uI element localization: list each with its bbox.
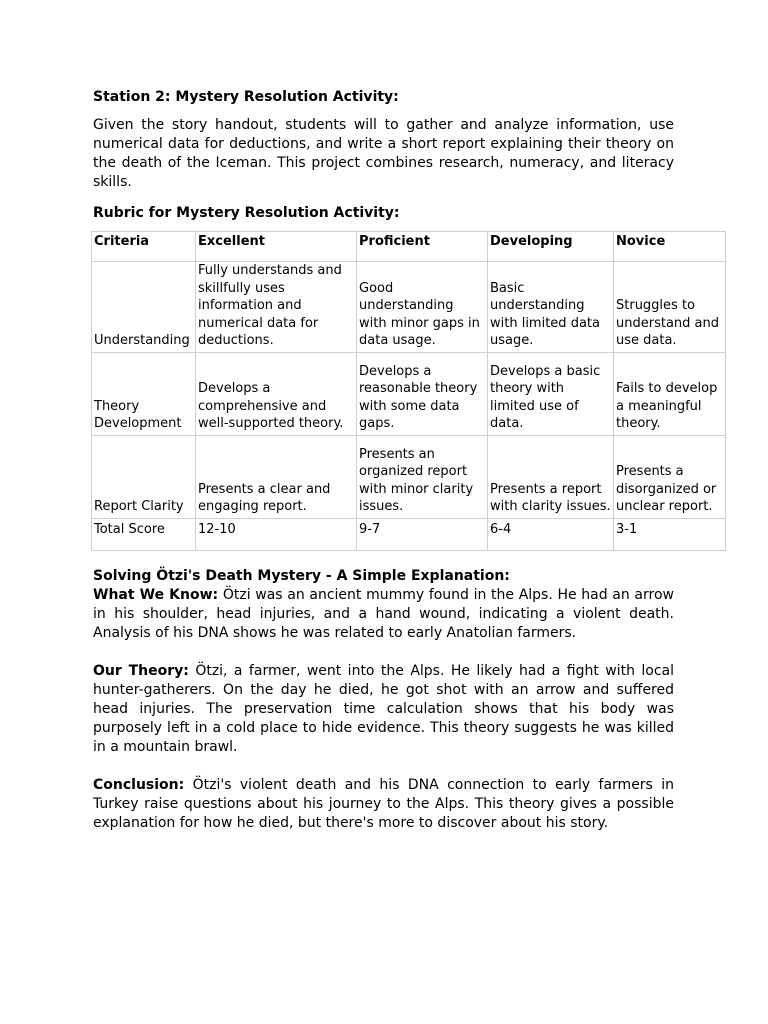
developing-cell: Develops a basic theory with limited use of data. bbox=[488, 352, 614, 435]
proficient-cell: Good understanding with minor gaps in data usage. bbox=[357, 262, 488, 353]
developing-score-cell: 6-4 bbox=[488, 518, 614, 550]
our-theory-paragraph bbox=[93, 662, 674, 757]
table-row bbox=[92, 352, 726, 435]
header-proficient: Proficient bbox=[357, 232, 488, 262]
excellent-cell: Fully understands and skillfully uses information and numerical data for deductions. bbox=[196, 262, 357, 353]
what-we-know-label: What We Know: bbox=[93, 587, 219, 603]
intro-paragraph: Given the story handout, students will to gather and analyze information, use numerical data for deductions, and write a short report explaining their theory on the death of the Iceman. This project combines research, numeracy, and literacy skills. bbox=[93, 117, 674, 190]
station-heading: Station 2: Mystery Resolution Activity: bbox=[93, 89, 399, 105]
table-row bbox=[92, 435, 726, 518]
header-excellent: Excellent bbox=[196, 232, 357, 262]
our-theory-label: Our Theory: bbox=[93, 663, 189, 679]
developing-cell: Basic understanding with limited data usage. bbox=[488, 262, 614, 353]
excellent-score-cell: 12-10 bbox=[196, 518, 357, 550]
station-section bbox=[93, 88, 674, 229]
explanation-section bbox=[93, 567, 674, 852]
criteria-cell: Understanding bbox=[92, 262, 196, 353]
header-criteria: Criteria bbox=[92, 232, 196, 262]
conclusion-label: Conclusion: bbox=[93, 777, 185, 793]
proficient-score-cell: 9-7 bbox=[357, 518, 488, 550]
developing-cell: Presents a report with clarity issues. bbox=[488, 435, 614, 518]
header-novice: Novice bbox=[614, 232, 726, 262]
criteria-cell: Total Score bbox=[92, 518, 196, 550]
proficient-cell: Develops a reasonable theory with some data gaps. bbox=[357, 352, 488, 435]
conclusion-text: Ötzi's violent death and his DNA connection to early farmers in Turkey raise questions about his journey to the Alps. This theory gives a possible explanation for how he died, but there's more to discover about his story. bbox=[93, 777, 674, 831]
rubric-heading: Rubric for Mystery Resolution Activity: bbox=[93, 205, 400, 221]
conclusion-paragraph bbox=[93, 776, 674, 833]
header-developing: Developing bbox=[488, 232, 614, 262]
explanation-heading: Solving Ötzi's Death Mystery - A Simple Explanation: bbox=[93, 568, 510, 584]
novice-cell: Presents a disorganized or unclear report. bbox=[614, 435, 726, 518]
excellent-cell: Presents a clear and engaging report. bbox=[196, 435, 357, 518]
novice-cell: Struggles to understand and use data. bbox=[614, 262, 726, 353]
what-we-know-paragraph bbox=[93, 586, 674, 643]
criteria-cell: Theory Development bbox=[92, 352, 196, 435]
total-score-row bbox=[92, 518, 726, 550]
our-theory-text: Ötzi, a farmer, went into the Alps. He likely had a fight with local hunter-gatherers. On the day he died, he got shot with an arrow and suffered head injuries. The preservation time calculation shows that his body was purposely left in a cold place to hide evidence. This theory suggests he was killed in a mountain brawl. bbox=[93, 663, 675, 755]
rubric-table bbox=[91, 231, 726, 551]
excellent-cell: Develops a comprehensive and well-supported theory. bbox=[196, 352, 357, 435]
novice-score-cell: 3-1 bbox=[614, 518, 726, 550]
what-we-know-text: Ötzi was an ancient mummy found in the Alps. He had an arrow in his shoulder, head injuries, and a hand wound, indicating a violent death. Analysis of his DNA shows he was related to early Anatolian farmers. bbox=[93, 587, 674, 641]
rubric-header-row bbox=[92, 232, 726, 262]
criteria-cell: Report Clarity bbox=[92, 435, 196, 518]
table-row bbox=[92, 262, 726, 353]
proficient-cell: Presents an organized report with minor clarity issues. bbox=[357, 435, 488, 518]
novice-cell: Fails to develop a meaningful theory. bbox=[614, 352, 726, 435]
